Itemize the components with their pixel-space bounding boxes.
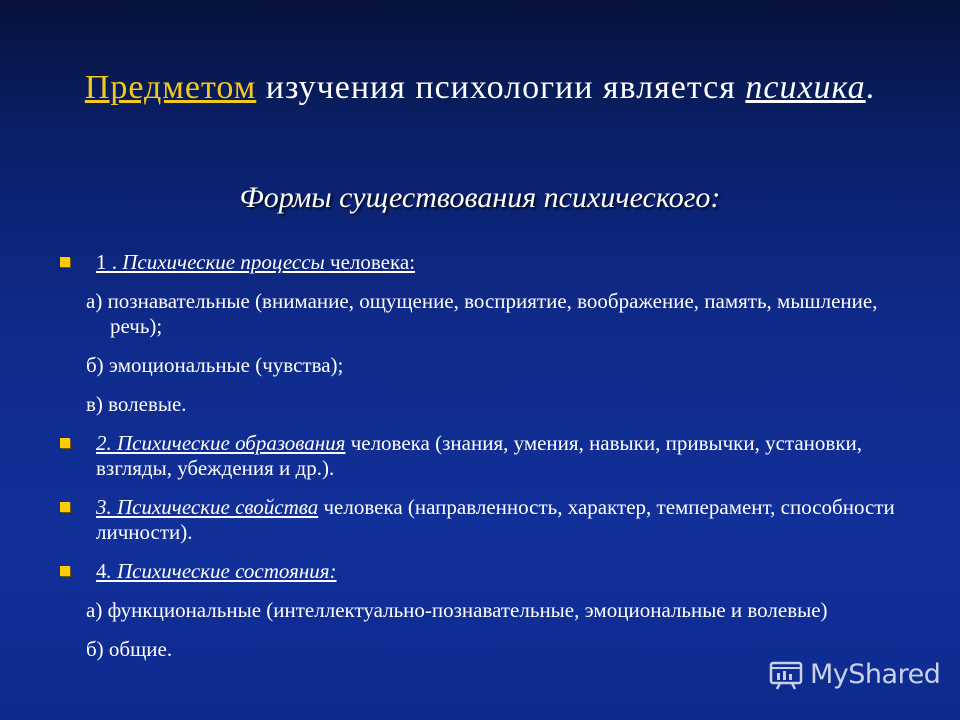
item-rest: человека: (324, 250, 416, 274)
item-term: Психические состояния: (117, 559, 337, 583)
item-separator: . (106, 250, 123, 274)
list-item-2 (60, 431, 920, 481)
item-term: Психические процессы (122, 250, 325, 274)
item-term: Психические образования (117, 431, 346, 455)
item-number: 2 (96, 431, 107, 455)
list-item-1 (60, 250, 920, 275)
slide-subtitle: Формы существования психического: (239, 181, 721, 214)
item-number: 3 (96, 495, 107, 519)
item-rest: человека (направленность, характер, темперамент, способности личности). (96, 495, 895, 544)
content-list (60, 250, 920, 676)
watermark (768, 654, 940, 694)
title-end: . (865, 69, 876, 106)
item-term: Психические свойства (117, 495, 319, 519)
bullet-icon (60, 502, 70, 512)
sub-item: в) волевые. (86, 392, 187, 416)
sub-item: б) эмоциональные (чувства); (86, 353, 344, 377)
item-separator: . (106, 431, 117, 455)
item-number: 4 (96, 559, 107, 583)
title-link-word[interactable]: Предметом (84, 69, 257, 106)
sub-item: а) функциональные (интеллектуально-познавательные, эмоциональные и волевые) (86, 598, 828, 622)
bullet-icon (60, 257, 70, 267)
watermark-text: MyShared (810, 658, 941, 690)
item-number: 1 (96, 250, 107, 274)
item-separator: . (106, 495, 117, 519)
item-rest: человека (знания, умения, навыки, привычки, установки, взгляды, убеждения и др.). (96, 431, 863, 480)
bullet-icon (60, 566, 70, 576)
sub-item: а) познавательные (внимание, ощущение, восприятие, воображение, память, мышление, речь); (86, 289, 878, 338)
sub-item: б) общие. (86, 637, 173, 661)
list-item-3 (60, 495, 920, 545)
title-middle: изучения психологии является (256, 69, 746, 106)
bullet-icon (60, 438, 70, 448)
slide-title (0, 66, 960, 110)
item-separator: . (106, 559, 117, 583)
list-item-4 (60, 559, 920, 584)
title-emphasis-word: психика (745, 69, 866, 106)
myshared-logo-icon (768, 656, 804, 692)
